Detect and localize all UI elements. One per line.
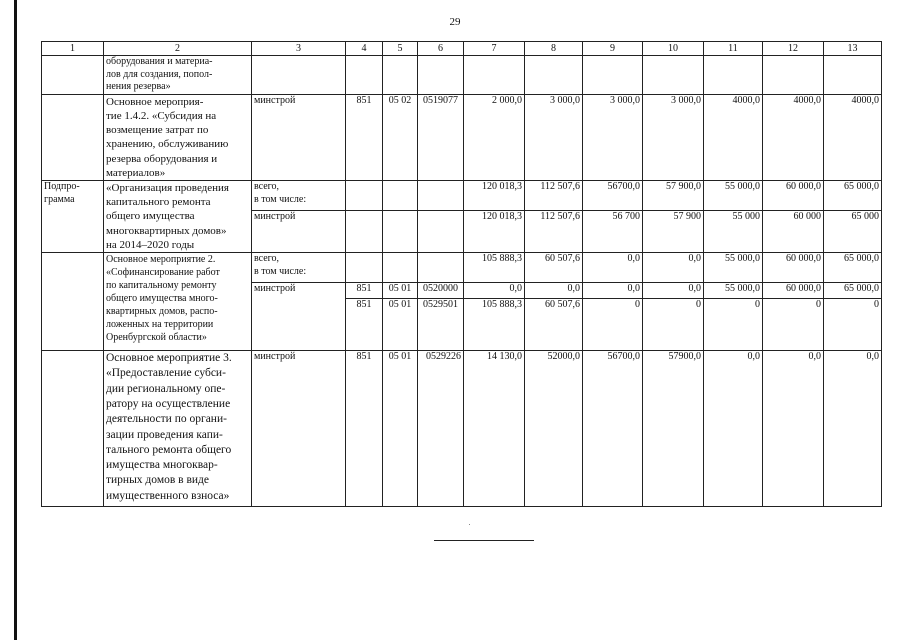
table-cell (643, 56, 704, 95)
value-cell: 3 000,0 (525, 94, 583, 180)
value-cell: 0 (763, 299, 824, 351)
value-cell: 2 000,0 (464, 94, 525, 180)
executor-cell: минстрой (252, 94, 346, 180)
value-cell: 0,0 (464, 283, 525, 299)
header-cell: 6 (418, 42, 464, 56)
value-cell: 65 000,0 (824, 283, 882, 299)
value-cell: 112 507,6 (525, 181, 583, 211)
end-separator-line (434, 540, 534, 541)
measure-text: Основное мероприятие 3. «Предоставление субси- дии региональному опе- ратору на осуществление деятельности по органи- зации проведения капи- тального ремонта общего имущества многоквар- тирных домов в виде имущественного взноса» (104, 351, 252, 507)
value-cell: 60 000,0 (763, 181, 824, 211)
executor-cell: всего, в том числе: (252, 181, 346, 211)
value-cell: 3 000,0 (583, 94, 643, 180)
value-cell: 0,0 (704, 351, 763, 507)
table-cell (418, 56, 464, 95)
table-cell (346, 181, 383, 211)
header-cell: 3 (252, 42, 346, 56)
value-cell: 52000,0 (525, 351, 583, 507)
header-row (42, 42, 882, 56)
value-cell: 0,0 (824, 351, 882, 507)
code-cell: 851 (346, 351, 383, 507)
value-cell: 0,0 (583, 283, 643, 299)
code-cell: 0529501 (418, 299, 464, 351)
value-cell: 0,0 (643, 253, 704, 283)
table-cell (383, 211, 418, 253)
value-cell: 0,0 (643, 283, 704, 299)
value-cell: 0,0 (763, 351, 824, 507)
value-cell: 60 000,0 (763, 253, 824, 283)
table-cell (346, 253, 383, 283)
header-cell: 5 (383, 42, 418, 56)
table-cell (418, 211, 464, 253)
table-cell (346, 211, 383, 253)
table-cell (42, 351, 104, 507)
budget-table (41, 41, 882, 507)
value-cell: 65 000,0 (824, 181, 882, 211)
value-cell: 0 (643, 299, 704, 351)
code-cell: 05 01 (383, 283, 418, 299)
value-cell: 60 000 (763, 211, 824, 253)
value-cell: 56 700 (583, 211, 643, 253)
table-cell (383, 56, 418, 95)
table-cell (383, 181, 418, 211)
measure-text: Основное мероприятие 2. «Софинансирование работ по капитальному ремонту общего имущества много- квартирных домов, распо- ложенных на территории Оренбургской области» (104, 253, 252, 351)
table-cell (42, 56, 104, 95)
table-cell (763, 56, 824, 95)
value-cell: 14 130,0 (464, 351, 525, 507)
value-cell: 0 (704, 299, 763, 351)
section-label: Подпро- грамма (42, 181, 104, 253)
table-cell (418, 253, 464, 283)
value-cell: 56700,0 (583, 351, 643, 507)
value-cell: 55 000,0 (704, 253, 763, 283)
executor-cell: минстрой (252, 351, 346, 507)
value-cell: 4000,0 (704, 94, 763, 180)
table-row (42, 351, 882, 507)
value-cell: 112 507,6 (525, 211, 583, 253)
value-cell: 60 507,6 (525, 253, 583, 283)
value-cell: 3 000,0 (643, 94, 704, 180)
value-cell: 57 900,0 (643, 181, 704, 211)
table-cell (418, 181, 464, 211)
value-cell: 55 000 (704, 211, 763, 253)
executor-cell: минстрой (252, 211, 346, 253)
header-cell: 8 (525, 42, 583, 56)
table-cell (383, 253, 418, 283)
code-cell: 0519077 (418, 94, 464, 180)
left-margin-bar (14, 0, 17, 640)
header-cell: 12 (763, 42, 824, 56)
header-cell: 13 (824, 42, 882, 56)
code-cell: 05 01 (383, 351, 418, 507)
value-cell: 55 000,0 (704, 283, 763, 299)
header-cell: 7 (464, 42, 525, 56)
code-cell: 0529226 (418, 351, 464, 507)
value-cell: 0,0 (583, 253, 643, 283)
measure-text: Основное мероприя- тие 1.4.2. «Субсидия на возмещение затрат по хранению, обслуживанию резерва оборудования и материалов» (104, 94, 252, 180)
table-row (42, 253, 882, 283)
value-cell: 0 (824, 299, 882, 351)
value-cell: 4000,0 (763, 94, 824, 180)
code-cell: 851 (346, 299, 383, 351)
table-row (42, 94, 882, 180)
code-cell: 05 01 (383, 299, 418, 351)
table-cell (42, 94, 104, 180)
value-cell: 60 507,6 (525, 299, 583, 351)
value-cell: 65 000 (824, 211, 882, 253)
value-cell: 0 (583, 299, 643, 351)
value-cell: 120 018,3 (464, 181, 525, 211)
value-cell: 56700,0 (583, 181, 643, 211)
code-cell: 0520000 (418, 283, 464, 299)
table-cell (704, 56, 763, 95)
table-cell (252, 56, 346, 95)
code-cell: 851 (346, 283, 383, 299)
value-cell: 105 888,3 (464, 299, 525, 351)
table-cell (42, 253, 104, 351)
header-cell: 4 (346, 42, 383, 56)
header-cell: 9 (583, 42, 643, 56)
table-cell (525, 56, 583, 95)
header-cell: 10 (643, 42, 704, 56)
subprogram-title: «Организация проведения капитального ремонта общего имущества многоквартирных домов» на 2014–2020 годы (104, 181, 252, 253)
table-row (42, 56, 882, 95)
table-row (42, 181, 882, 211)
measure-text: оборудования и материа- лов для создания, попол- нения резерва» (104, 56, 252, 95)
header-cell: 1 (42, 42, 104, 56)
page-number: 29 (449, 16, 461, 28)
executor-cell: минстрой (252, 283, 346, 351)
value-cell: 57900,0 (643, 351, 704, 507)
value-cell: 0,0 (525, 283, 583, 299)
value-cell: 120 018,3 (464, 211, 525, 253)
code-cell: 851 (346, 94, 383, 180)
scan-speck (469, 524, 470, 525)
value-cell: 105 888,3 (464, 253, 525, 283)
value-cell: 60 000,0 (763, 283, 824, 299)
header-cell: 11 (704, 42, 763, 56)
table-cell (346, 56, 383, 95)
value-cell: 55 000,0 (704, 181, 763, 211)
value-cell: 57 900 (643, 211, 704, 253)
code-cell: 05 02 (383, 94, 418, 180)
value-cell: 4000,0 (824, 94, 882, 180)
table-cell (824, 56, 882, 95)
executor-cell: всего, в том числе: (252, 253, 346, 283)
header-cell: 2 (104, 42, 252, 56)
table-cell (583, 56, 643, 95)
table-cell (464, 56, 525, 95)
value-cell: 65 000,0 (824, 253, 882, 283)
